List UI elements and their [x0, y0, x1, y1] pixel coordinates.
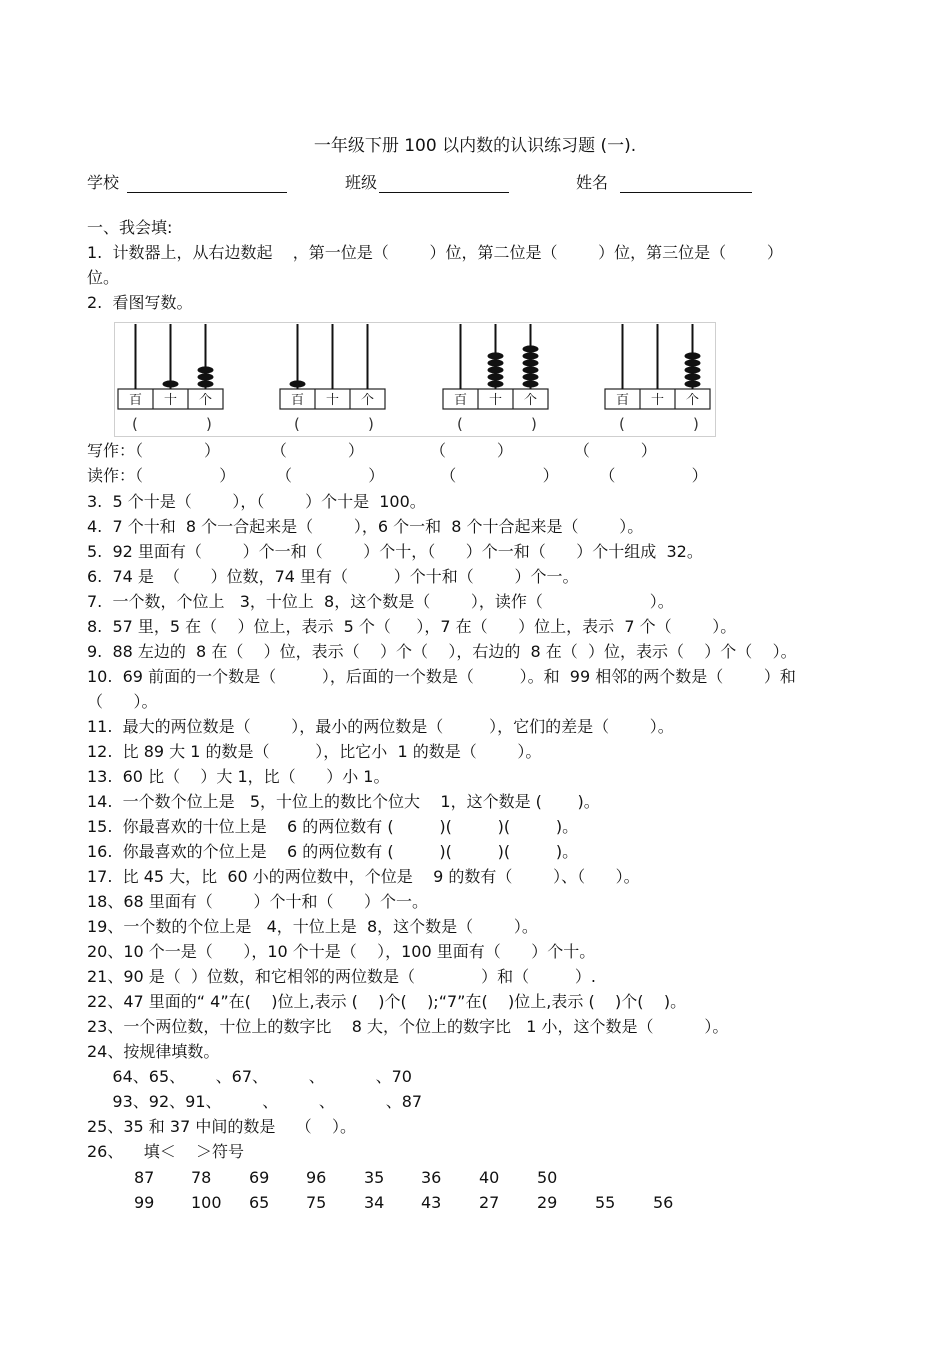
abacus-bead: [685, 373, 701, 380]
abacus-place-label: 个: [198, 393, 213, 408]
school-blank[interactable]: [127, 174, 287, 193]
abacus-place-label: 百: [290, 393, 305, 408]
abacus-place-label: 个: [523, 393, 538, 408]
name-field: [576, 170, 752, 193]
compare-number: 78: [191, 1168, 212, 1187]
compare-number: 65: [249, 1193, 270, 1212]
abacus-bead: [488, 380, 504, 387]
abacus-bead: [523, 359, 539, 366]
read-row: 读作：（ ） （ ） （ ） （ ）: [87, 466, 708, 485]
question-8: 8. 57 里，5 在（ ）位上，表示 5 个（ ），7 在（ ）位上，表示 7 个（ ）。: [87, 617, 737, 636]
compare-number: 56: [653, 1193, 674, 1212]
question-10-cont: （ ）。: [87, 692, 158, 711]
abacus-bead: [523, 373, 539, 380]
question-19: 19、一个数的个位上是 4，十位上是 8，这个数是（ ）。: [87, 917, 538, 936]
compare-number: 27: [479, 1193, 500, 1212]
question-24: 24、按规律填数。: [87, 1042, 220, 1061]
question-5: 5. 92 里面有（ ）个一和（ ）个十，（ ）个一和（ ）个十组成 32。: [87, 542, 703, 561]
class-label: 班级: [345, 173, 378, 192]
school-label: 学校: [87, 173, 120, 192]
abacus-place-label: 个: [685, 393, 700, 408]
question-2: 2. 看图写数。: [87, 293, 193, 312]
compare-number: 35: [364, 1168, 385, 1187]
compare-number: 34: [364, 1193, 385, 1212]
abacus-bead: [488, 359, 504, 366]
question-1: 1. 计数器上，从右边数起 ，第一位是（ ）位，第二位是（ ）位，第三位是（ ）: [87, 243, 783, 262]
school-field: [87, 170, 287, 193]
question-6: 6. 74 是 （ ）位数，74 里有（ ）个十和（ ）个一。: [87, 567, 579, 586]
abacus-bead: [198, 380, 214, 387]
compare-number: 87: [134, 1168, 155, 1187]
question-17: 17. 比 45 大，比 60 小的两位数中，个位是 9 的数有（ ）、（ ）。: [87, 867, 640, 886]
abacus-place-label: 十: [163, 393, 178, 408]
question-3: 3. 5 个十是（ ），（ ）个十是 100。: [87, 492, 426, 511]
abacus-svg: [114, 322, 716, 437]
answer-paren-right: ): [531, 415, 537, 433]
compare-number: 40: [479, 1168, 500, 1187]
compare-number: 36: [421, 1168, 442, 1187]
question-24-sequence-2: 93、92、91、 、 、 、87: [87, 1092, 423, 1111]
abacus-bead: [163, 380, 179, 387]
section-heading: 一、我会填:: [87, 218, 173, 237]
compare-number: 69: [249, 1168, 270, 1187]
question-25: 25、35 和 37 中间的数是 （ ）。: [87, 1117, 357, 1136]
question-24-sequence-1: 64、65、 、67、 、 、70: [87, 1067, 412, 1086]
question-7: 7. 一个数，个位上 3，十位上 8，这个数是（ ），读作（ ）。: [87, 592, 674, 611]
question-4: 4. 7 个十和 8 个一合起来是（ ），6 个一和 8 个十合起来是（ ）。: [87, 517, 644, 536]
answer-paren-right: ): [206, 415, 212, 433]
page-title: 一年级下册 100 以内数的认识练习题 (一).: [313, 136, 637, 156]
abacus-bead: [685, 380, 701, 387]
class-blank[interactable]: [379, 174, 509, 193]
answer-paren-right: ): [693, 415, 699, 433]
compare-number: 99: [134, 1193, 155, 1212]
answer-paren-right: ): [368, 415, 374, 433]
answer-paren-left: (: [457, 415, 463, 433]
question-11: 11. 最大的两位数是（ ），最小的两位数是（ ），它们的差是（ ）。: [87, 717, 674, 736]
question-22: 22、47 里面的“ 4”在( )位上,表示 ( )个( );“7”在( )位上,表示 ( )个( )。: [87, 992, 687, 1011]
abacus-place-label: 十: [488, 393, 503, 408]
abacus-place-label: 百: [128, 393, 143, 408]
abacus-bead: [685, 352, 701, 359]
write-row: 写作：（ ） （ ） （ ） （ ）: [87, 441, 657, 460]
abacus-bead: [488, 366, 504, 373]
abacus-place-label: 十: [650, 393, 665, 408]
compare-number: 100: [191, 1193, 222, 1212]
question-26: 26、 填＜ ＞符号: [87, 1142, 245, 1161]
question-15: 15. 你最喜欢的十位上是 6 的两位数有 ( )( )( )。: [87, 817, 579, 836]
abacus-bead: [198, 373, 214, 380]
question-12: 12. 比 89 大 1 的数是（ ），比它小 1 的数是（ ）。: [87, 742, 542, 761]
question-20: 20、10 个一是（ ），10 个十是（ ），100 里面有（ ）个十。: [87, 942, 596, 961]
abacus-bead: [523, 380, 539, 387]
question-16: 16. 你最喜欢的个位上是 6 的两位数有 ( )( )( )。: [87, 842, 579, 861]
abacus-bead: [523, 345, 539, 352]
name-label: 姓名: [576, 173, 609, 192]
abacus-bead: [290, 380, 306, 387]
abacus-place-label: 百: [453, 393, 468, 408]
answer-paren-left: (: [132, 415, 138, 433]
compare-number: 29: [537, 1193, 558, 1212]
abacus-place-label: 个: [360, 393, 375, 408]
abacus-figure: [114, 322, 716, 437]
abacus-bead: [523, 352, 539, 359]
abacus-bead: [198, 366, 214, 373]
question-21: 21、90 是（ ）位数，和它相邻的两位数是（ ）和（ ）.: [87, 967, 596, 986]
compare-number: 75: [306, 1193, 327, 1212]
abacus-bead: [488, 373, 504, 380]
question-9: 9. 88 左边的 8 在（ ）位，表示（ ）个（ ），右边的 8 在（ ）位，表示（ ）个（ ）。: [87, 642, 797, 661]
name-blank[interactable]: [620, 174, 752, 193]
question-1-cont: 位。: [87, 268, 120, 287]
question-23: 23、一个两位数，十位上的数字比 8 大，个位上的数字比 1 小，这个数是（ ）。: [87, 1017, 729, 1036]
question-10: 10. 69 前面的一个数是（ ），后面的一个数是（ ）。和 99 相邻的两个数是（ ）和: [87, 667, 796, 686]
class-field: [345, 170, 509, 193]
compare-number: 50: [537, 1168, 558, 1187]
compare-number: 43: [421, 1193, 442, 1212]
compare-number: 96: [306, 1168, 327, 1187]
abacus-bead: [685, 359, 701, 366]
answer-paren-left: (: [619, 415, 625, 433]
question-13: 13. 60 比（ ）大 1，比（ ）小 1。: [87, 767, 390, 786]
answer-paren-left: (: [294, 415, 300, 433]
abacus-bead: [685, 366, 701, 373]
abacus-place-label: 十: [325, 393, 340, 408]
abacus-bead: [523, 366, 539, 373]
compare-number: 55: [595, 1193, 616, 1212]
abacus-bead: [488, 352, 504, 359]
question-14: 14. 一个数个位上是 5，十位上的数比个位大 1，这个数是 ( )。: [87, 792, 600, 811]
abacus-place-label: 百: [615, 393, 630, 408]
question-18: 18、68 里面有（ ）个十和（ ）个一。: [87, 892, 429, 911]
